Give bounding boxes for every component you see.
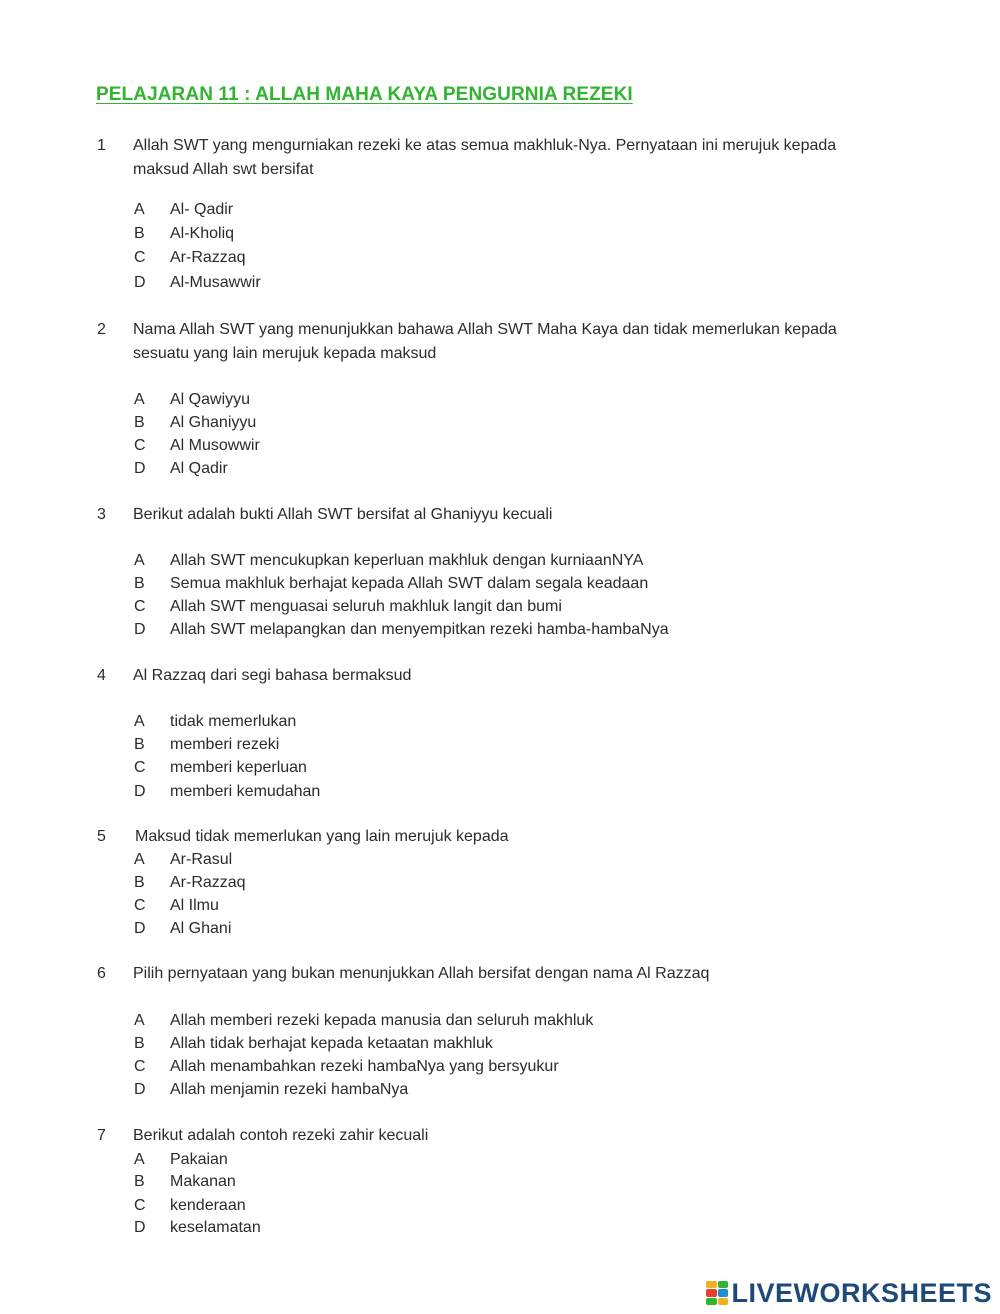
brand-name: LIVEWORKSHEETS bbox=[731, 1277, 992, 1308]
option-letter: B bbox=[134, 1035, 145, 1052]
option-text: Allah SWT menguasai seluruh makhluk langit dan bumi bbox=[170, 598, 562, 615]
option-letter: D bbox=[134, 1081, 146, 1098]
question-text: Al Razzaq dari segi bahasa bermaksud bbox=[133, 667, 412, 684]
question-number: 1 bbox=[97, 137, 106, 154]
option-text: Ar-Razzaq bbox=[170, 874, 246, 891]
option-letter: C bbox=[134, 897, 146, 914]
option-letter: D bbox=[134, 621, 146, 638]
option-text: Al Ilmu bbox=[170, 897, 219, 914]
option-text: Al Musowwir bbox=[170, 437, 260, 454]
option-letter: C bbox=[134, 249, 146, 266]
option-text: Ar-Rasul bbox=[170, 851, 233, 868]
option-letter: B bbox=[134, 225, 145, 242]
option-letter: B bbox=[134, 736, 145, 753]
option-letter: B bbox=[134, 575, 145, 592]
option-text: keselamatan bbox=[170, 1219, 261, 1236]
option-text: tidak memerlukan bbox=[170, 713, 297, 730]
option-letter: D bbox=[134, 920, 146, 937]
option-text: Allah memberi rezeki kepada manusia dan seluruh makhluk bbox=[170, 1012, 594, 1029]
option-text: Allah tidak berhajat kepada ketaatan makhluk bbox=[170, 1035, 493, 1052]
option-text: Al Ghaniyyu bbox=[170, 414, 257, 431]
option-letter: C bbox=[134, 759, 146, 776]
option-text: memberi kemudahan bbox=[170, 783, 321, 800]
option-text: memberi keperluan bbox=[170, 759, 307, 776]
option-letter: A bbox=[134, 851, 145, 868]
option-text: Ar-Razzaq bbox=[170, 249, 246, 266]
option-letter: D bbox=[134, 783, 146, 800]
option-text: Al Qadir bbox=[170, 460, 228, 477]
option-letter: A bbox=[134, 391, 145, 408]
option-text: Al Qawiyyu bbox=[170, 391, 251, 408]
option-letter: B bbox=[134, 874, 145, 891]
option-text: Al-Kholiq bbox=[170, 225, 235, 242]
option-letter: A bbox=[134, 1012, 145, 1029]
question-text: Berikut adalah contoh rezeki zahir kecuali bbox=[133, 1127, 429, 1144]
option-text: kenderaan bbox=[170, 1197, 246, 1214]
question-number: 2 bbox=[97, 321, 106, 338]
option-letter: A bbox=[134, 1151, 145, 1168]
option-letter: C bbox=[134, 1197, 146, 1214]
option-letter: B bbox=[134, 414, 145, 431]
option-letter: A bbox=[134, 201, 145, 218]
question-text: Nama Allah SWT yang menunjukkan bahawa Allah SWT Maha Kaya dan tidak memerlukan kepada sesuatu yang lain merujuk kepada maksud bbox=[133, 321, 837, 362]
option-letter: B bbox=[134, 1173, 145, 1190]
question-number: 3 bbox=[97, 506, 106, 523]
option-letter: C bbox=[134, 437, 146, 454]
option-letter: D bbox=[134, 274, 146, 291]
option-letter: C bbox=[134, 1058, 146, 1075]
question-number: 6 bbox=[97, 965, 106, 982]
option-text: Al-Musawwir bbox=[170, 274, 261, 291]
option-text: Al Ghani bbox=[170, 920, 232, 937]
option-text: Pakaian bbox=[170, 1151, 228, 1168]
question-text: Maksud tidak memerlukan yang lain merujuk kepada bbox=[135, 828, 509, 845]
option-letter: D bbox=[134, 460, 146, 477]
option-text: memberi rezeki bbox=[170, 736, 280, 753]
question-text: Berikut adalah bukti Allah SWT bersifat al Ghaniyyu kecuali bbox=[133, 506, 553, 523]
option-text: Semua makhluk berhajat kepada Allah SWT dalam segala keadaan bbox=[170, 575, 649, 592]
option-text: Allah SWT mencukupkan keperluan makhluk dengan kurniaanNYA bbox=[170, 552, 644, 569]
question-number: 7 bbox=[97, 1127, 106, 1144]
question-text: Allah SWT yang mengurniakan rezeki ke atas semua makhluk-Nya. Pernyataan ini merujuk kepada maksud Allah swt bersifat bbox=[133, 137, 837, 178]
option-text: Makanan bbox=[170, 1173, 236, 1190]
liveworksheets-brand[interactable] bbox=[706, 1278, 992, 1308]
option-letter: A bbox=[134, 713, 145, 730]
option-text: Allah menambahkan rezeki hambaNya yang bersyukur bbox=[170, 1058, 559, 1075]
question-text: Pilih pernyataan yang bukan menunjukkan Allah bersifat dengan nama Al Razzaq bbox=[133, 965, 710, 982]
page-title: PELAJARAN 11 : ALLAH MAHA KAYA PENGURNIA REZEKI bbox=[96, 84, 633, 105]
liveworksheets-logo-icon bbox=[706, 1281, 728, 1305]
option-text: Al- Qadir bbox=[170, 201, 234, 218]
option-letter: C bbox=[134, 598, 146, 615]
option-letter: A bbox=[134, 552, 145, 569]
option-letter: D bbox=[134, 1219, 146, 1236]
option-text: Allah menjamin rezeki hambaNya bbox=[170, 1081, 409, 1098]
question-number: 4 bbox=[97, 667, 106, 684]
option-text: Allah SWT melapangkan dan menyempitkan rezeki hamba-hambaNya bbox=[170, 621, 669, 638]
question-number: 5 bbox=[97, 828, 106, 845]
